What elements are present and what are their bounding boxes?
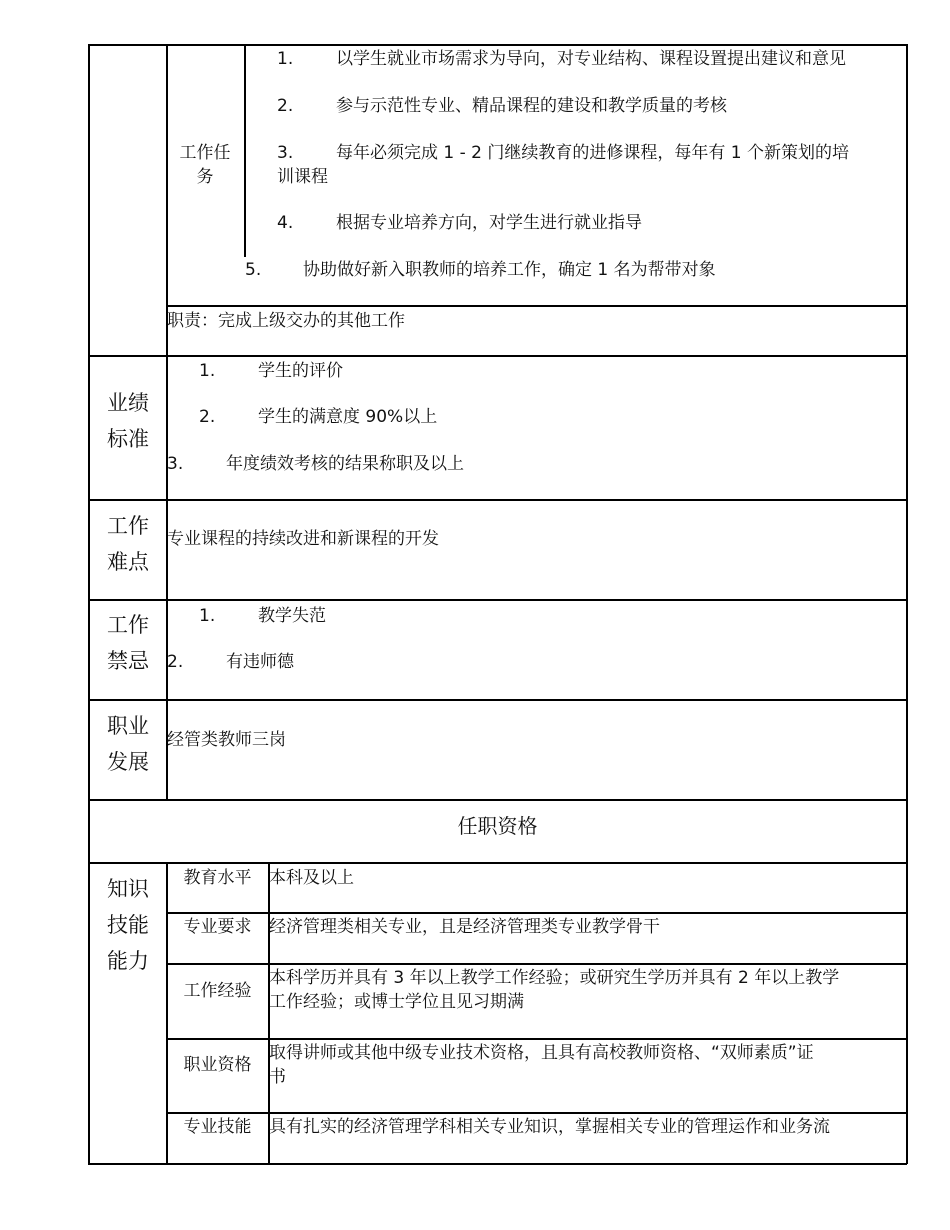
performance-label-line1: 业绩: [107, 391, 149, 415]
career-label: [90, 708, 166, 780]
qual-row-1-label: 教育水平: [183, 868, 252, 888]
career-text: 经管类教师三岗: [167, 730, 286, 750]
career-label-line1: 职业: [107, 714, 149, 738]
task-4-number: 4.: [277, 213, 294, 233]
qual-row-3-label: 工作经验: [183, 981, 252, 1001]
taboo-1-number: 1.: [199, 606, 216, 626]
qual-row-5-text: 具有扎实的经济管理学科相关专业知识，掌握相关专业的管理运作和业务流: [269, 1117, 830, 1137]
performance-label: [90, 385, 166, 457]
table-bottom-border: [88, 1163, 907, 1165]
qual-row-2-text: 经济管理类相关专业，且是经济管理类专业教学骨干: [269, 917, 660, 937]
task-4-text: 根据专业培养方向，对学生进行就业指导: [336, 213, 642, 233]
task-5-text: 协助做好新入职教师的培养工作，确定 1 名为帮带对象: [303, 260, 716, 280]
qual-row-line-1: [166, 912, 907, 914]
row-line-difficulty: [88, 499, 907, 501]
row-line-qualification-title: [88, 799, 907, 801]
work-tasks-label-line1: 工作任: [179, 143, 231, 163]
row-line-duty: [166, 305, 907, 307]
qualification-group-label: [90, 871, 166, 979]
row-line-qualification-header-left: [88, 862, 167, 864]
table-right-border: [906, 44, 908, 1164]
col-divider-task: [244, 44, 246, 257]
task-2-text: 参与示范性专业、精品课程的建设和教学质量的考核: [336, 96, 727, 116]
qual-row-line-3: [166, 1038, 907, 1040]
task-5-number: 5.: [245, 260, 262, 280]
duty-text: 职责：完成上级交办的其他工作: [167, 311, 405, 331]
taboo-1-text: 教学失范: [258, 606, 326, 626]
performance-1-text: 学生的评价: [258, 361, 343, 381]
qualification-group-label-line2: 技能: [107, 913, 149, 937]
taboo-label: [90, 607, 166, 679]
qualification-group-label-line1: 知识: [107, 877, 149, 901]
qual-row-4-text: 取得讲师或其他中级专业技术资格，且具有高校教师资格、“双师素质”证: [269, 1043, 814, 1063]
difficulty-label: [90, 508, 166, 580]
performance-label-line2: 标准: [107, 427, 149, 451]
taboo-2-text: 有违师德: [226, 652, 294, 672]
performance-3-number: 3.: [167, 454, 184, 474]
row-line-performance: [88, 355, 907, 357]
performance-2-text: 学生的满意度 90%以上: [258, 407, 438, 427]
task-1-number: 1.: [277, 49, 294, 69]
task-1-text: 以学生就业市场需求为导向，对专业结构、课程设置提出建议和意见: [336, 49, 846, 69]
work-tasks-label-line2: 务: [196, 167, 214, 187]
qual-row-1-text: 本科及以上: [269, 868, 354, 888]
taboo-label-line2: 禁忌: [107, 649, 149, 673]
qual-row-4-text-continued: 书: [269, 1067, 286, 1087]
difficulty-label-line1: 工作: [107, 514, 149, 538]
qualification-group-label-line3: 能力: [107, 949, 149, 973]
row-line-taboo: [88, 599, 907, 601]
qual-row-line-4: [166, 1112, 907, 1114]
task-3-text: 每年必须完成 1 - 2 门继续教育的进修课程，每年有 1 个新策划的培: [336, 143, 850, 163]
qual-row-4-label: 职业资格: [183, 1055, 252, 1075]
performance-3-text: 年度绩效考核的结果称职及以上: [226, 454, 464, 474]
taboo-label-line1: 工作: [107, 613, 149, 637]
qual-row-3-text-continued: 工作经验；或博士学位且见习期满: [269, 992, 524, 1012]
difficulty-text: 专业课程的持续改进和新课程的开发: [167, 529, 439, 549]
qual-row-5-label: 专业技能: [183, 1117, 252, 1137]
task-3-number: 3.: [277, 143, 294, 163]
row-line-qualification-rows: [166, 862, 907, 864]
taboo-2-number: 2.: [167, 652, 184, 672]
qual-row-3-text: 本科学历并具有 3 年以上教学工作经验；或研究生学历并具有 2 年以上教学: [269, 968, 840, 988]
work-tasks-label: [166, 141, 244, 189]
career-label-line2: 发展: [107, 750, 149, 774]
performance-2-number: 2.: [199, 407, 216, 427]
qual-row-line-2: [166, 963, 907, 965]
qual-row-2-label: 专业要求: [183, 917, 252, 937]
qualification-title: 任职资格: [457, 814, 538, 838]
performance-1-number: 1.: [199, 361, 216, 381]
task-3-text-continued: 训课程: [277, 167, 328, 187]
task-2-number: 2.: [277, 96, 294, 116]
table-left-border: [88, 44, 90, 1164]
table-top-border: [88, 44, 907, 46]
row-line-career: [88, 699, 907, 701]
difficulty-label-line2: 难点: [107, 550, 149, 574]
